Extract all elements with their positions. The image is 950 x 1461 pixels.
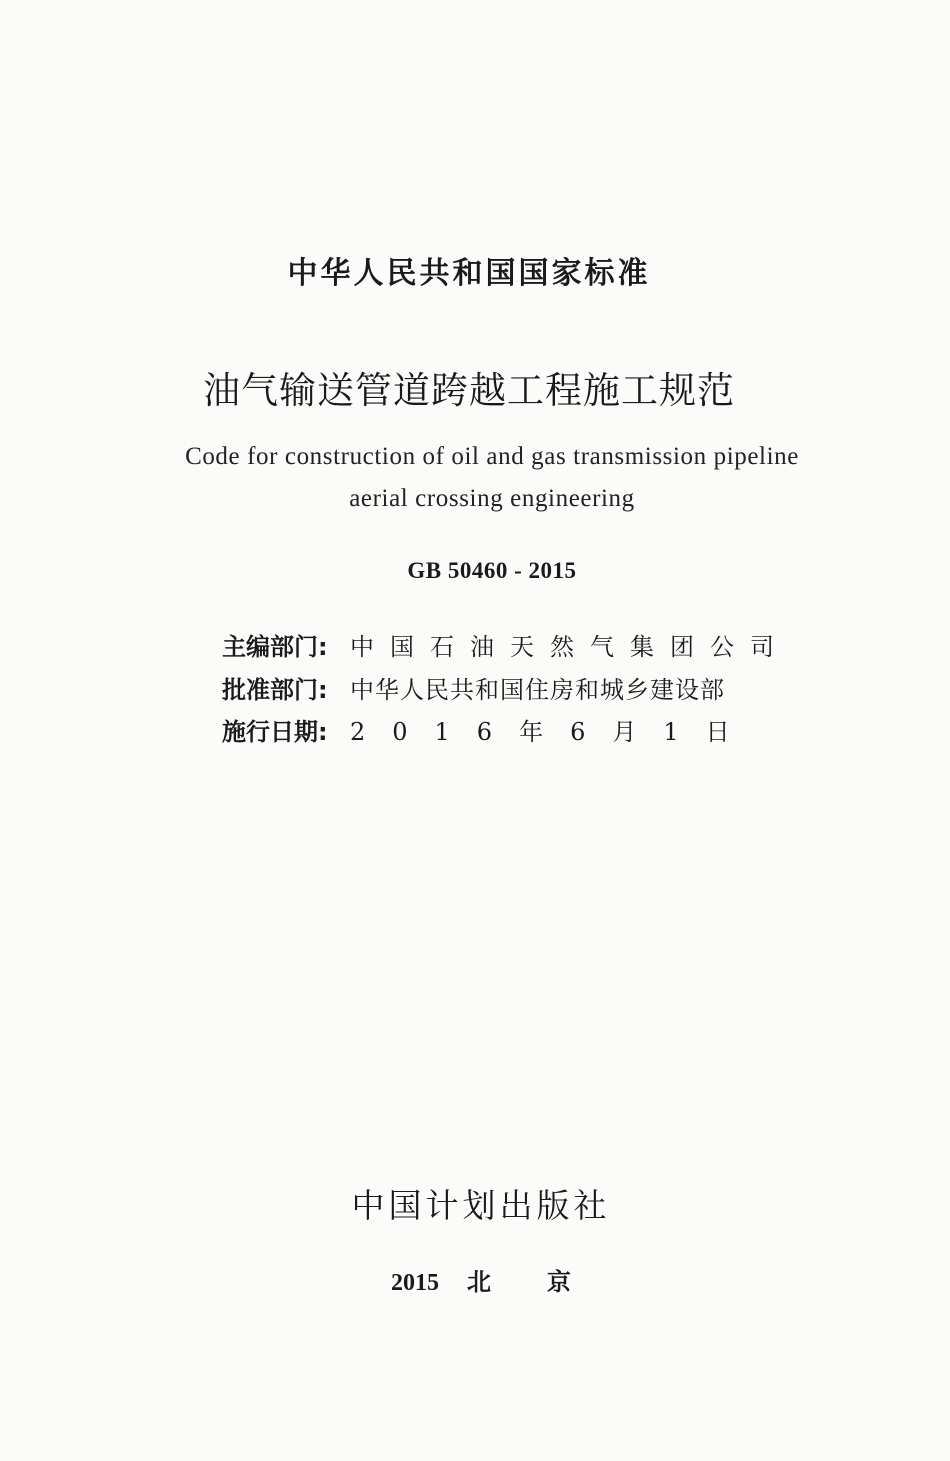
approver-department-label: 批准部门: — [222, 676, 328, 704]
editor-department-label: 主编部门: — [222, 633, 328, 661]
approver-department-value: 中华人民共和国住房和城乡建设部 — [350, 676, 725, 704]
national-standard-heading: 中华人民共和国国家标准 — [287, 256, 651, 291]
approver-department-row — [222, 670, 782, 705]
effective-date-row — [222, 712, 782, 747]
standard-title-chinese: 油气输送管道跨越工程施工规范 — [203, 369, 735, 412]
editor-department-row — [222, 627, 790, 662]
standard-code: GB 50460 - 2015 — [407, 558, 577, 583]
publisher-name: 中国计划出版社 — [351, 1186, 611, 1225]
effective-date-value: 2016年6月1日 — [350, 718, 757, 746]
publication-city: 北京 — [467, 1267, 627, 1296]
effective-date-label: 施行日期: — [222, 718, 328, 746]
publication-place — [6, 1262, 950, 1297]
editor-department-value: 中国石油天然气集团公司 — [350, 633, 790, 661]
publication-year: 2015 — [391, 1270, 439, 1296]
standard-title-english-line2: aerial crossing engineering — [349, 485, 635, 512]
standard-title-english-line1: Code for construction of oil and gas transmission pipeline — [185, 443, 799, 470]
